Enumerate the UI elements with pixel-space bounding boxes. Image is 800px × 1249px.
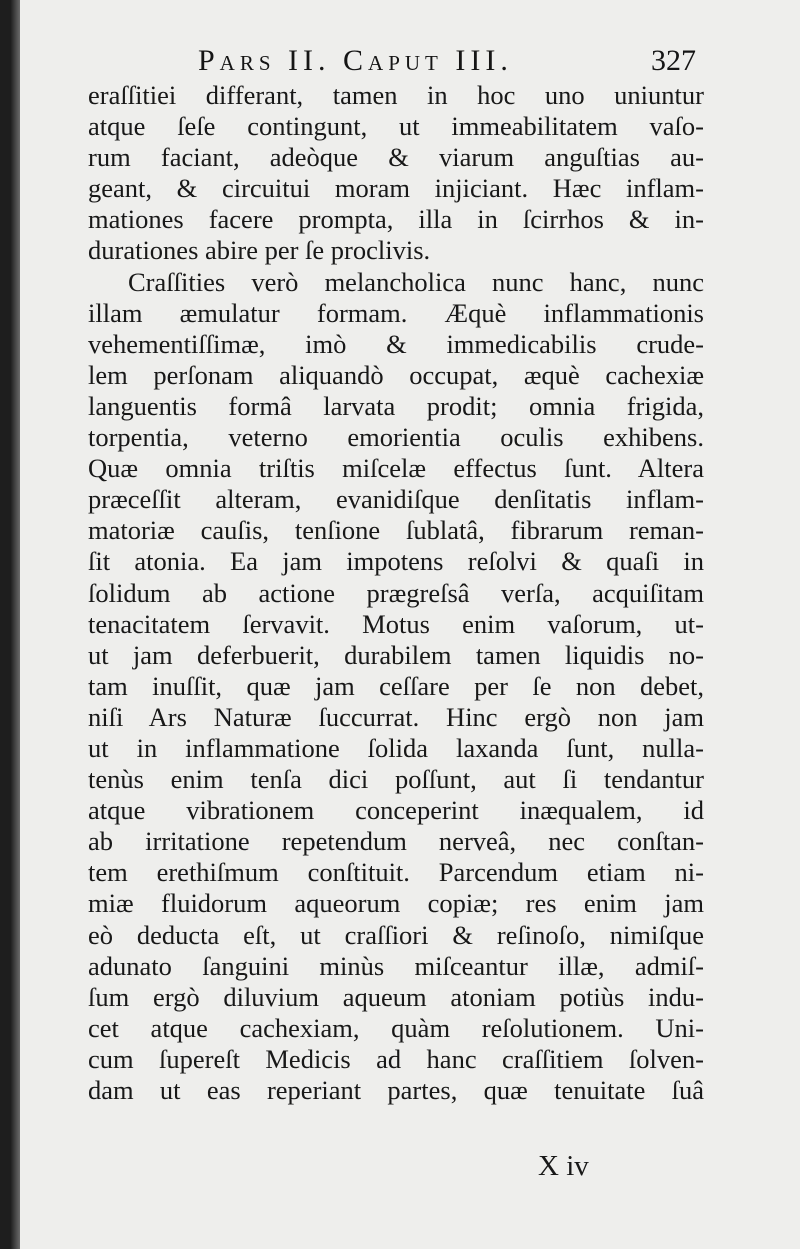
text-line: ſum ergò diluvium aqueum atoniam potiùs indu-	[88, 981, 704, 1012]
text-line: rum faciant, adeòque & viarum anguſtias au-	[88, 142, 704, 173]
text-line: tenùs enim tenſa dici poſſunt, aut ſi tendantur	[88, 764, 704, 795]
text-line: ab irritatione repetendum nerveâ, nec conſtan-	[88, 826, 704, 857]
text-line: languentis formâ larvata prodit; omnia frigida,	[88, 390, 704, 421]
text-line: dam ut eas reperiant partes, quæ tenuitate ſuâ	[88, 1075, 704, 1105]
book-page	[10, 0, 800, 1249]
text-line: ut jam deferbuerit, durabilem tamen liquidis no-	[88, 639, 704, 670]
body-text	[88, 80, 704, 1106]
text-line: durationes abire per ſe proclivis.	[88, 235, 431, 266]
text-line: tenacitatem ſervavit. Motus enim vaſorum, ut-	[88, 608, 704, 639]
page-gutter-shadow	[10, 0, 20, 1249]
text-line: niſi Ars Naturæ ſuccurrat. Hinc ergò non jam	[88, 701, 704, 732]
text-line: lem perſonam aliquandò occupat, æquè cachexiæ	[88, 359, 704, 390]
text-line: præceſſit alteram, evanidiſque denſitatis inflam-	[88, 484, 704, 515]
text-line: ut in inflammatione ſolida laxanda ſunt, nulla-	[88, 732, 704, 763]
text-line: Craſſities verò melancholica nunc hanc, nunc	[128, 266, 704, 297]
text-line: geant, & circuitui moram injiciant. Hæc inflam-	[88, 173, 704, 204]
text-line: atque ſeſe contingunt, ut immeabilitatem vaſo-	[88, 111, 704, 142]
text-line: miæ fluidorum aqueorum copiæ; res enim jam	[88, 888, 704, 919]
text-line: Quæ omnia triſtis miſcelæ effectus ſunt. Altera	[88, 453, 704, 484]
text-line: tam inuſſit, quæ jam ceſſare per ſe non debet,	[88, 670, 704, 701]
signature-mark: X iv	[538, 1150, 589, 1182]
text-line: adunato ſanguini minùs miſceantur illæ, admiſ-	[88, 950, 704, 981]
text-line: ſit atonia. Ea jam impotens reſolvi & quaſi in	[88, 546, 704, 577]
text-line: eraſſitiei differant, tamen in hoc uno uniuntur	[88, 80, 704, 110]
text-line: ſolidum ab actione prægreſsâ verſa, acquiſitam	[88, 577, 704, 608]
text-line: cet atque cachexiam, quàm reſolutionem. Uni-	[88, 1012, 704, 1043]
running-head-title: Pars II. Caput III.	[198, 44, 513, 77]
text-line: tem erethiſmum conſtituit. Parcendum etiam ni-	[88, 857, 704, 888]
text-line: atque vibrationem conceperint inæqualem, id	[88, 795, 704, 826]
text-line: mationes facere prompta, illa in ſcirrhos & in-	[88, 204, 704, 235]
text-line: cum ſupereſt Medicis ad hanc craſſitiem ſolven-	[88, 1043, 704, 1074]
text-line: matoriæ cauſis, tenſione ſublatâ, fibrarum reman-	[88, 515, 704, 546]
page-number: 327	[651, 44, 696, 77]
text-line: illam æmulatur formam. Æquè inflammationis	[88, 297, 704, 328]
text-line: vehementiſſimæ, imò & immedicabilis crude-	[88, 328, 704, 359]
text-line: torpentia, veterno emorientia oculis exhibens.	[88, 422, 704, 453]
text-line: eò deducta eſt, ut craſſiori & reſinoſo, nimiſque	[88, 919, 704, 950]
